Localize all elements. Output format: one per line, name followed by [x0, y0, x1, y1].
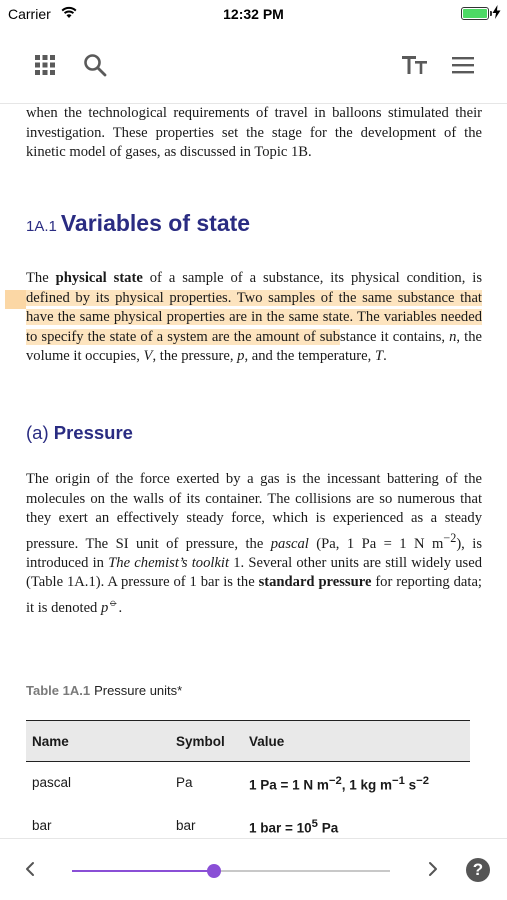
charging-bolt-icon [492, 5, 501, 19]
page-content [0, 104, 507, 838]
subsection-heading [26, 422, 133, 444]
cell-name: bar [32, 818, 52, 833]
section-number: 1A.1 [26, 218, 57, 235]
status-bar [0, 0, 507, 28]
help-button[interactable]: ? [466, 858, 490, 882]
highlight-marker[interactable] [5, 290, 26, 309]
table-caption-label: Table 1A.1 [26, 683, 91, 698]
section-title: Variables of state [60, 210, 251, 236]
text-size-icon[interactable] [400, 50, 430, 80]
intro-paragraph: when the technological requirements of travel in balloons stimulated their investigation. These properties set the stage for the development of the kinetic model of gases, as discussed in Topic 1B. [26, 105, 482, 160]
reader-toolbar [0, 28, 507, 104]
cell-value: 1 Pa = 1 N $m^{-2}$, 1 kg $m^{-1}$ $s^{-2}$ [249, 775, 429, 793]
chevron-left-icon[interactable] [20, 859, 40, 879]
chevron-right-icon[interactable] [423, 859, 443, 879]
state-paragraph[interactable]: The physical state of a sample of a substance, its physical condition, is defined by its physical properties. Two samples of the same substance that have the same physical properties are in the same state. The variables needed to specify the state of a system are the amount of substance it contains, n, the volume it occupies, V, the pressure, p, and the temperature, T. [26, 270, 483, 364]
grid-icon[interactable] [30, 50, 60, 80]
toolkit-reference[interactable]: The chemist’s toolkit [108, 554, 230, 571]
search-icon[interactable] [80, 50, 110, 80]
subsection-title: Pressure [53, 422, 133, 443]
menu-icon[interactable] [448, 50, 478, 80]
cell-name: pascal [32, 775, 72, 790]
header-value: Value [249, 734, 285, 749]
header-name: Name [32, 734, 69, 749]
subsection-label: (a) [26, 422, 49, 443]
header-symbol: Symbol [176, 734, 225, 749]
table-caption [26, 683, 182, 698]
cell-symbol: bar [176, 818, 196, 833]
text-highlight[interactable]: defined by its physical properties. Two samples of the same substance that have the same physical properties are in the same state. The variables needed to specify the state of a system are the amount of sub [26, 289, 482, 345]
table-row [26, 804, 470, 838]
cell-symbol: Pa [176, 775, 193, 790]
page-navigation-bar [0, 838, 507, 900]
carrier-label: Carrier [8, 6, 51, 22]
cell-value: 1 bar = $10^5$ Pa [249, 818, 339, 836]
pressure-units-table [26, 720, 470, 838]
page-slider-thumb[interactable] [207, 864, 221, 878]
section-heading [26, 210, 250, 237]
page-slider-fill [72, 870, 214, 872]
battery-icon [461, 7, 489, 20]
table-header-row [26, 720, 470, 762]
page-slider[interactable] [72, 870, 390, 872]
table-row [26, 762, 470, 804]
pressure-paragraph: The origin of the force exerted by a gas is the incessant battering of the molecules on the walls of its container. The collisions are so numerous that they exert an effectively steady force, which is experienced as a steady pressure. The SI unit of pressure, the pascal (Pa, 1 Pa = 1 N $m^{-2}$), is introduced in The chemist’s toolkit 1. Several other units are still widely used (Table 1A.1). A pressure of 1 bar is the standard pressure for reporting data; it is denoted p⦵. [26, 471, 482, 616]
clock: 12:32 PM [223, 6, 284, 22]
table-caption-text: Pressure units* [94, 683, 183, 698]
